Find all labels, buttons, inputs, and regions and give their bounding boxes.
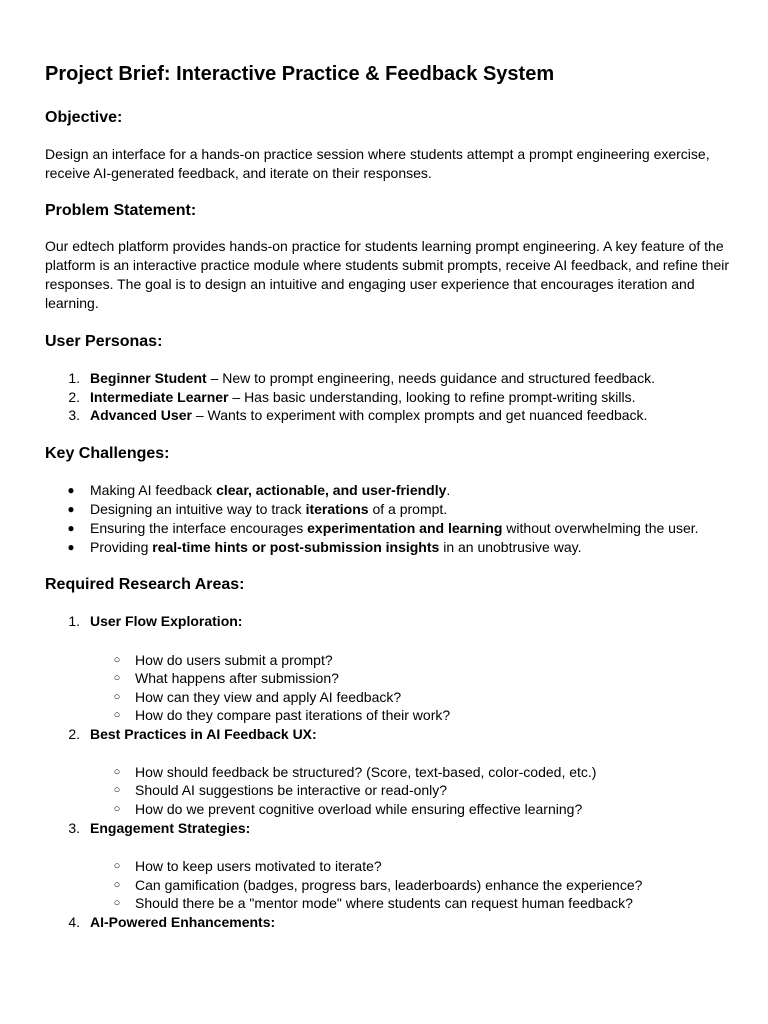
bullet-icon: ● <box>67 540 75 554</box>
challenge-text: Ensuring the interface encourages <box>90 520 308 536</box>
challenge-text: Making AI feedback <box>90 482 217 498</box>
challenge-emphasis: experimentation and learning <box>307 520 503 536</box>
bullet-icon: ● <box>67 483 75 497</box>
research-question-text: How should feedback be structured? (Score, text-based, color-coded, etc.) <box>135 764 597 780</box>
objective-line: receive AI-generated feedback, and iterate on their responses. <box>45 165 432 181</box>
hollow-bullet-icon: ○ <box>113 672 121 684</box>
challenge-item <box>0 538 768 557</box>
persona-item <box>0 406 768 425</box>
challenges-heading: Key Challenges: <box>45 445 170 462</box>
problem-heading: Problem Statement: <box>45 202 197 219</box>
objective-line: Design an interface for a hands-on practice session where students attempt a prompt engineering exercise, <box>45 146 710 162</box>
persona-description: – New to prompt engineering, needs guidance and structured feedback. <box>206 370 655 386</box>
research-heading: Required Research Areas: <box>45 576 245 593</box>
list-number: 2. <box>68 389 80 405</box>
problem-line: Our edtech platform provides hands-on practice for students learning prompt engineering. A key feature of the <box>45 238 724 254</box>
persona-description: – Wants to experiment with complex prompts and get nuanced feedback. <box>191 407 648 423</box>
research-question-text: Should AI suggestions be interactive or read-only? <box>135 782 448 798</box>
hollow-bullet-icon: ○ <box>113 897 121 909</box>
research-area-label: AI-Powered Enhancements: <box>90 914 276 930</box>
hollow-bullet-icon: ○ <box>113 860 121 872</box>
challenge-item <box>0 481 768 500</box>
hollow-bullet-icon: ○ <box>113 879 121 891</box>
research-question-text: How do we prevent cognitive overload while ensuring effective learning? <box>135 801 583 817</box>
research-question-text: Should there be a "mentor mode" where students can request human feedback? <box>135 895 633 911</box>
research-area-label: Engagement Strategies: <box>90 820 251 836</box>
research-question-text: What happens after submission? <box>135 670 339 686</box>
persona-name: Beginner Student <box>90 370 207 386</box>
research-question <box>0 651 768 670</box>
challenge-item <box>0 500 768 519</box>
research-question <box>0 781 768 800</box>
challenge-item <box>0 519 768 538</box>
challenge-text: Designing an intuitive way to track <box>90 501 306 517</box>
research-area <box>0 913 768 932</box>
hollow-bullet-icon: ○ <box>113 654 121 666</box>
hollow-bullet-icon: ○ <box>113 766 121 778</box>
research-question-text: How to keep users motivated to iterate? <box>135 858 382 874</box>
research-question-text: How do users submit a prompt? <box>135 652 333 668</box>
research-area <box>0 612 768 631</box>
research-question-text: How do they compare past iterations of their work? <box>135 707 451 723</box>
challenge-text: without overwhelming the user. <box>502 520 699 536</box>
persona-name: Intermediate Learner <box>90 389 229 405</box>
research-area-label: Best Practices in AI Feedback UX: <box>90 726 317 742</box>
persona-item <box>0 388 768 407</box>
challenge-emphasis: real-time hints or post-submission insights <box>152 539 440 555</box>
challenge-emphasis: iterations <box>305 501 369 517</box>
bullet-icon: ● <box>67 521 75 535</box>
persona-item <box>0 369 768 388</box>
hollow-bullet-icon: ○ <box>113 691 121 703</box>
list-number: 3. <box>68 820 80 836</box>
objective-text <box>45 145 735 183</box>
research-question <box>0 706 768 725</box>
problem-line: learning. <box>45 295 99 311</box>
challenge-emphasis: clear, actionable, and user-friendly <box>216 482 447 498</box>
challenge-text: of a prompt. <box>368 501 448 517</box>
bullet-icon: ● <box>67 502 75 516</box>
research-question-text: Can gamification (badges, progress bars, leaderboards) enhance the experience? <box>135 877 643 893</box>
problem-line: responses. The goal is to design an intuitive and engaging user experience that encourages iteration and <box>45 276 695 292</box>
research-question <box>0 688 768 707</box>
research-area <box>0 725 768 744</box>
personas-heading: User Personas: <box>45 333 163 350</box>
list-number: 4. <box>68 914 80 930</box>
list-number: 2. <box>68 726 80 742</box>
research-area <box>0 819 768 838</box>
challenge-text: in an unobtrusive way. <box>439 539 582 555</box>
persona-name: Advanced User <box>90 407 192 423</box>
research-question <box>0 894 768 913</box>
hollow-bullet-icon: ○ <box>113 709 121 721</box>
research-question <box>0 800 768 819</box>
research-question-text: How can they view and apply AI feedback? <box>135 689 402 705</box>
list-number: 3. <box>68 407 80 423</box>
problem-text <box>45 237 735 313</box>
persona-description: – Has basic understanding, looking to refine prompt-writing skills. <box>228 389 636 405</box>
research-question <box>0 763 768 782</box>
research-question <box>0 669 768 688</box>
list-number: 1. <box>68 370 80 386</box>
objective-heading: Objective: <box>45 109 123 126</box>
research-area-label: User Flow Exploration: <box>90 613 243 629</box>
research-question <box>0 857 768 876</box>
page-title: Project Brief: Interactive Practice & Feedback System <box>45 63 555 85</box>
problem-line: platform is an interactive practice module where students submit prompts, receive AI feedback, and refine their <box>45 257 730 273</box>
challenge-text: . <box>446 482 451 498</box>
research-question <box>0 876 768 895</box>
hollow-bullet-icon: ○ <box>113 784 121 796</box>
challenge-text: Providing <box>90 539 153 555</box>
list-number: 1. <box>68 613 80 629</box>
hollow-bullet-icon: ○ <box>113 803 121 815</box>
